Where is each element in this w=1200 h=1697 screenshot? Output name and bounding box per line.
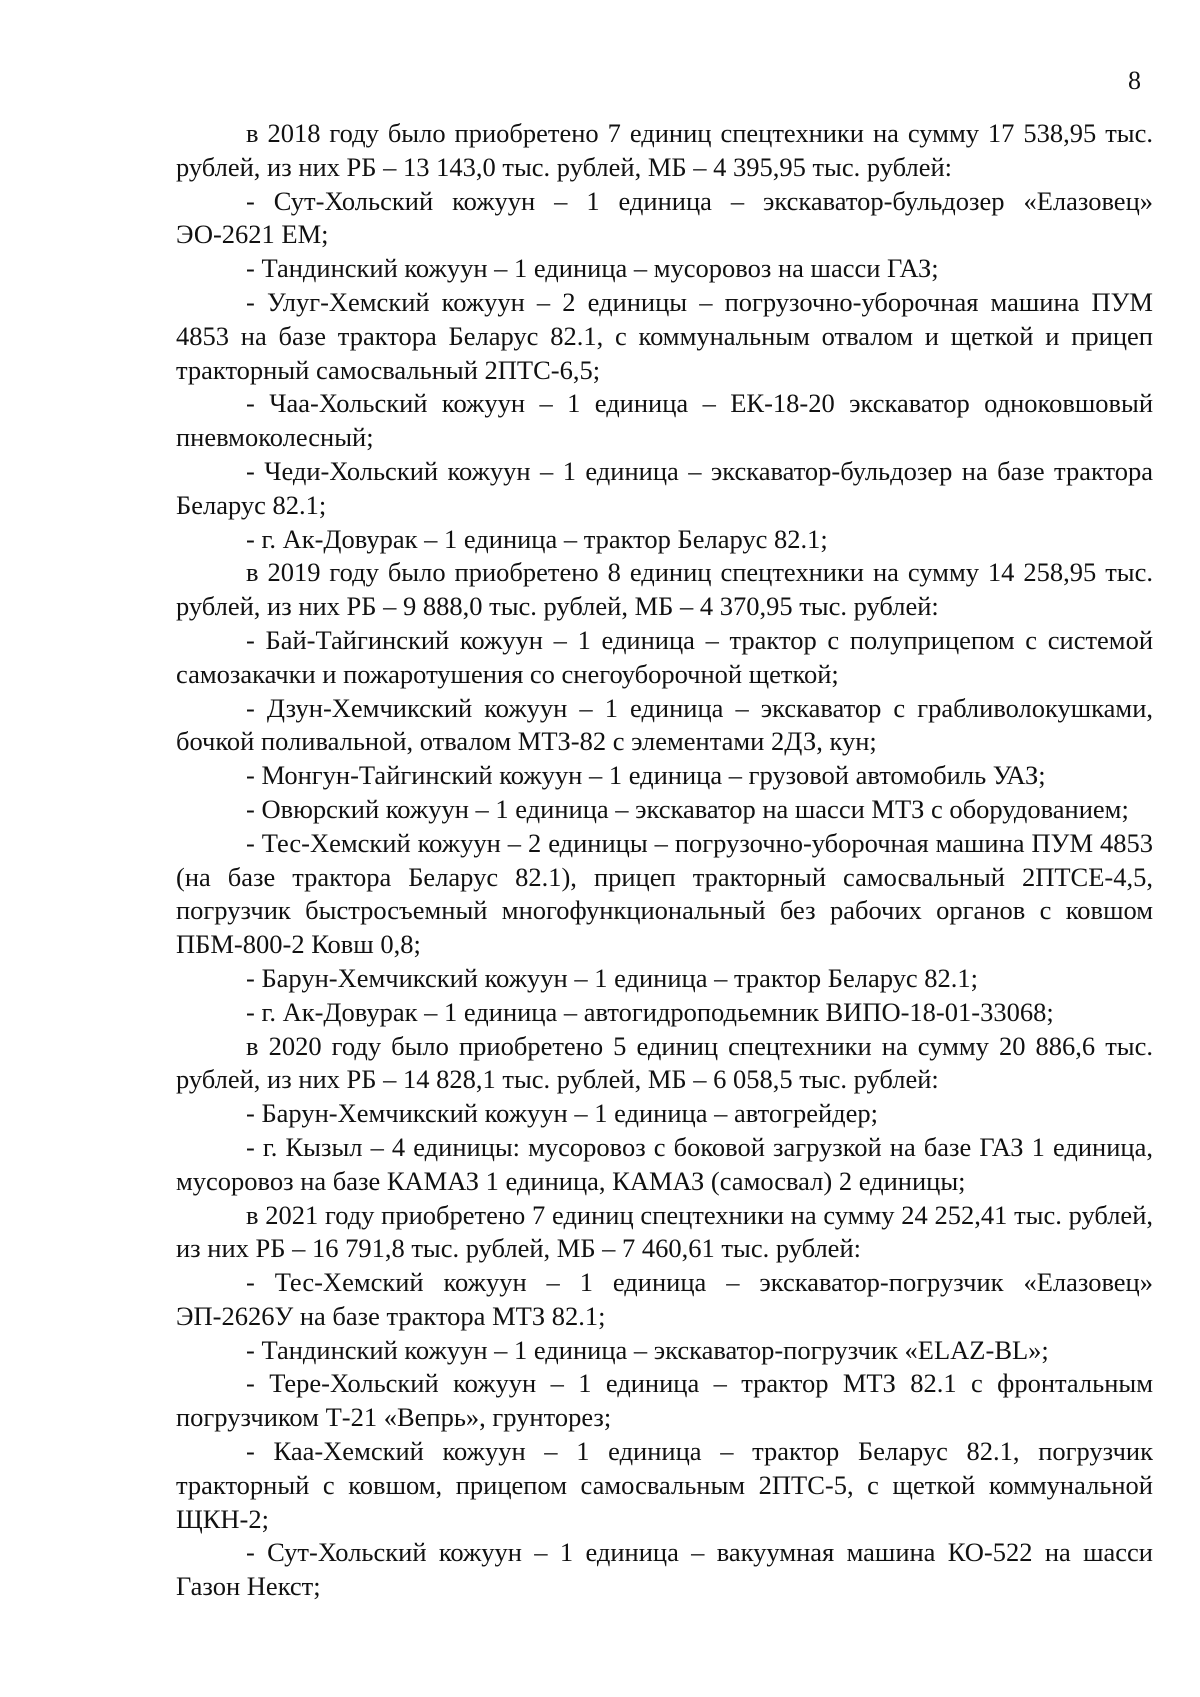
paragraph: - Овюрский кожуун – 1 единица – экскаватор на шасси МТЗ с оборудованием; <box>246 793 1129 824</box>
paragraph: - Улуг-Хемский кожуун – 2 единицы – погрузочно-уборочная машина ПУМ 4853 на базе трактора Беларус 82.1, с коммунальным отвалом и щеткой и прицеп тракторный самосвальный 2ПТС-6,5; <box>176 286 1153 385</box>
paragraph: в 2020 году было приобретено 5 единиц спецтехники на сумму 20 886,6 тыс. рублей, из них РБ – 14 828,1 тыс. рублей, МБ – 6 058,5 тыс. рублей: <box>176 1030 1153 1095</box>
paragraph: - Бай-Тайгинский кожуун – 1 единица – трактор с полуприцепом с системой самозакачки и пожаротушения со снегоуборочной щеткой; <box>176 624 1153 689</box>
paragraph: - г. Ак-Довурак – 1 единица – трактор Беларус 82.1; <box>246 523 828 554</box>
paragraph: - Тес-Хемский кожуун – 1 единица – экскаватор-погрузчик «Елазовец» ЭП-2626У на базе трактора МТЗ 82.1; <box>176 1267 1153 1331</box>
paragraph: - Тандинский кожуун – 1 единица – экскаватор-погрузчик «ELAZ-BL»; <box>246 1334 1049 1365</box>
paragraph: - Тере-Хольский кожуун – 1 единица – трактор МТЗ 82.1 с фронтальным погрузчиком Т-21 «Вепрь», грунторез; <box>176 1368 1153 1433</box>
paragraph: - Дзун-Хемчикский кожуун – 1 единица – экскаватор с грабливолокушками, бочкой поливальной, отвалом МТЗ-82 с элементами 2ДЗ, кун; <box>176 692 1153 757</box>
paragraph: - Сут-Хольский кожуун – 1 единица – экскаватор-бульдозер «Елазовец» ЭО-2621 ЕМ; <box>176 185 1153 250</box>
page-number: 8 <box>1128 66 1141 95</box>
paragraph: - Каа-Хемский кожуун – 1 единица – трактор Беларус 82.1, погрузчик тракторный с ковшом, прицепом самосвальным 2ПТС-5, с щеткой коммунальной ЩКН-2; <box>176 1436 1153 1534</box>
paragraph: в 2021 году приобретено 7 единиц спецтехники на сумму 24 252,41 тыс. рублей, из них РБ – 16 791,8 тыс. рублей, МБ – 7 460,61 тыс. рублей: <box>176 1199 1153 1264</box>
paragraph: - г. Ак-Довурак – 1 единица – автогидроподьемник ВИПО-18-01-33068; <box>246 996 1054 1027</box>
paragraph: - Чаа-Хольский кожуун – 1 единица – ЕК-18-20 экскаватор одноковшовый пневмоколесный; <box>176 388 1153 453</box>
paragraph: - Чеди-Хольский кожуун – 1 единица – экскаватор-бульдозер на базе трактора Беларус 82.1; <box>176 455 1153 520</box>
document-body <box>176 117 1153 1604</box>
paragraph: - г. Кызыл – 4 единицы: мусоровоз с боковой загрузкой на базе ГАЗ 1 единица, мусоровоз на базе КАМАЗ 1 единица, КАМАЗ (самосвал) 2 единицы; <box>176 1131 1153 1196</box>
paragraph: в 2019 году было приобретено 8 единиц спецтехники на сумму 14 258,95 тыс. рублей, из них РБ – 9 888,0 тыс. рублей, МБ – 4 370,95 тыс. рублей: <box>176 557 1153 622</box>
paragraph: - Барун-Хемчикский кожуун – 1 единица – трактор Беларус 82.1; <box>246 962 979 993</box>
paragraph: - Тандинский кожуун – 1 единица – мусоровоз на шасси ГАЗ; <box>246 253 939 284</box>
paragraph: в 2018 году было приобретено 7 единиц спецтехники на сумму 17 538,95 тыс. рублей, из них РБ – 13 143,0 тыс. рублей, МБ – 4 395,95 тыс. рублей: <box>176 118 1153 182</box>
paragraph: - Монгун-Тайгинский кожуун – 1 единица – грузовой автомобиль УАЗ; <box>246 760 1046 791</box>
paragraph: - Сут-Хольский кожуун – 1 единица – вакуумная машина КО-522 на шасси Газон Некст; <box>176 1537 1153 1602</box>
paragraph: - Тес-Хемский кожуун – 2 единицы – погрузочно-уборочная машина ПУМ 4853 (на базе трактора Беларус 82.1), прицеп тракторный самосвальный 2ПТСЕ-4,5, погрузчик быстросъемный многофункциональный без рабочих органов с ковшом ПБМ-800-2 Ковш 0,8; <box>176 827 1153 960</box>
paragraph: - Барун-Хемчикский кожуун – 1 единица – автогрейдер; <box>246 1098 878 1129</box>
